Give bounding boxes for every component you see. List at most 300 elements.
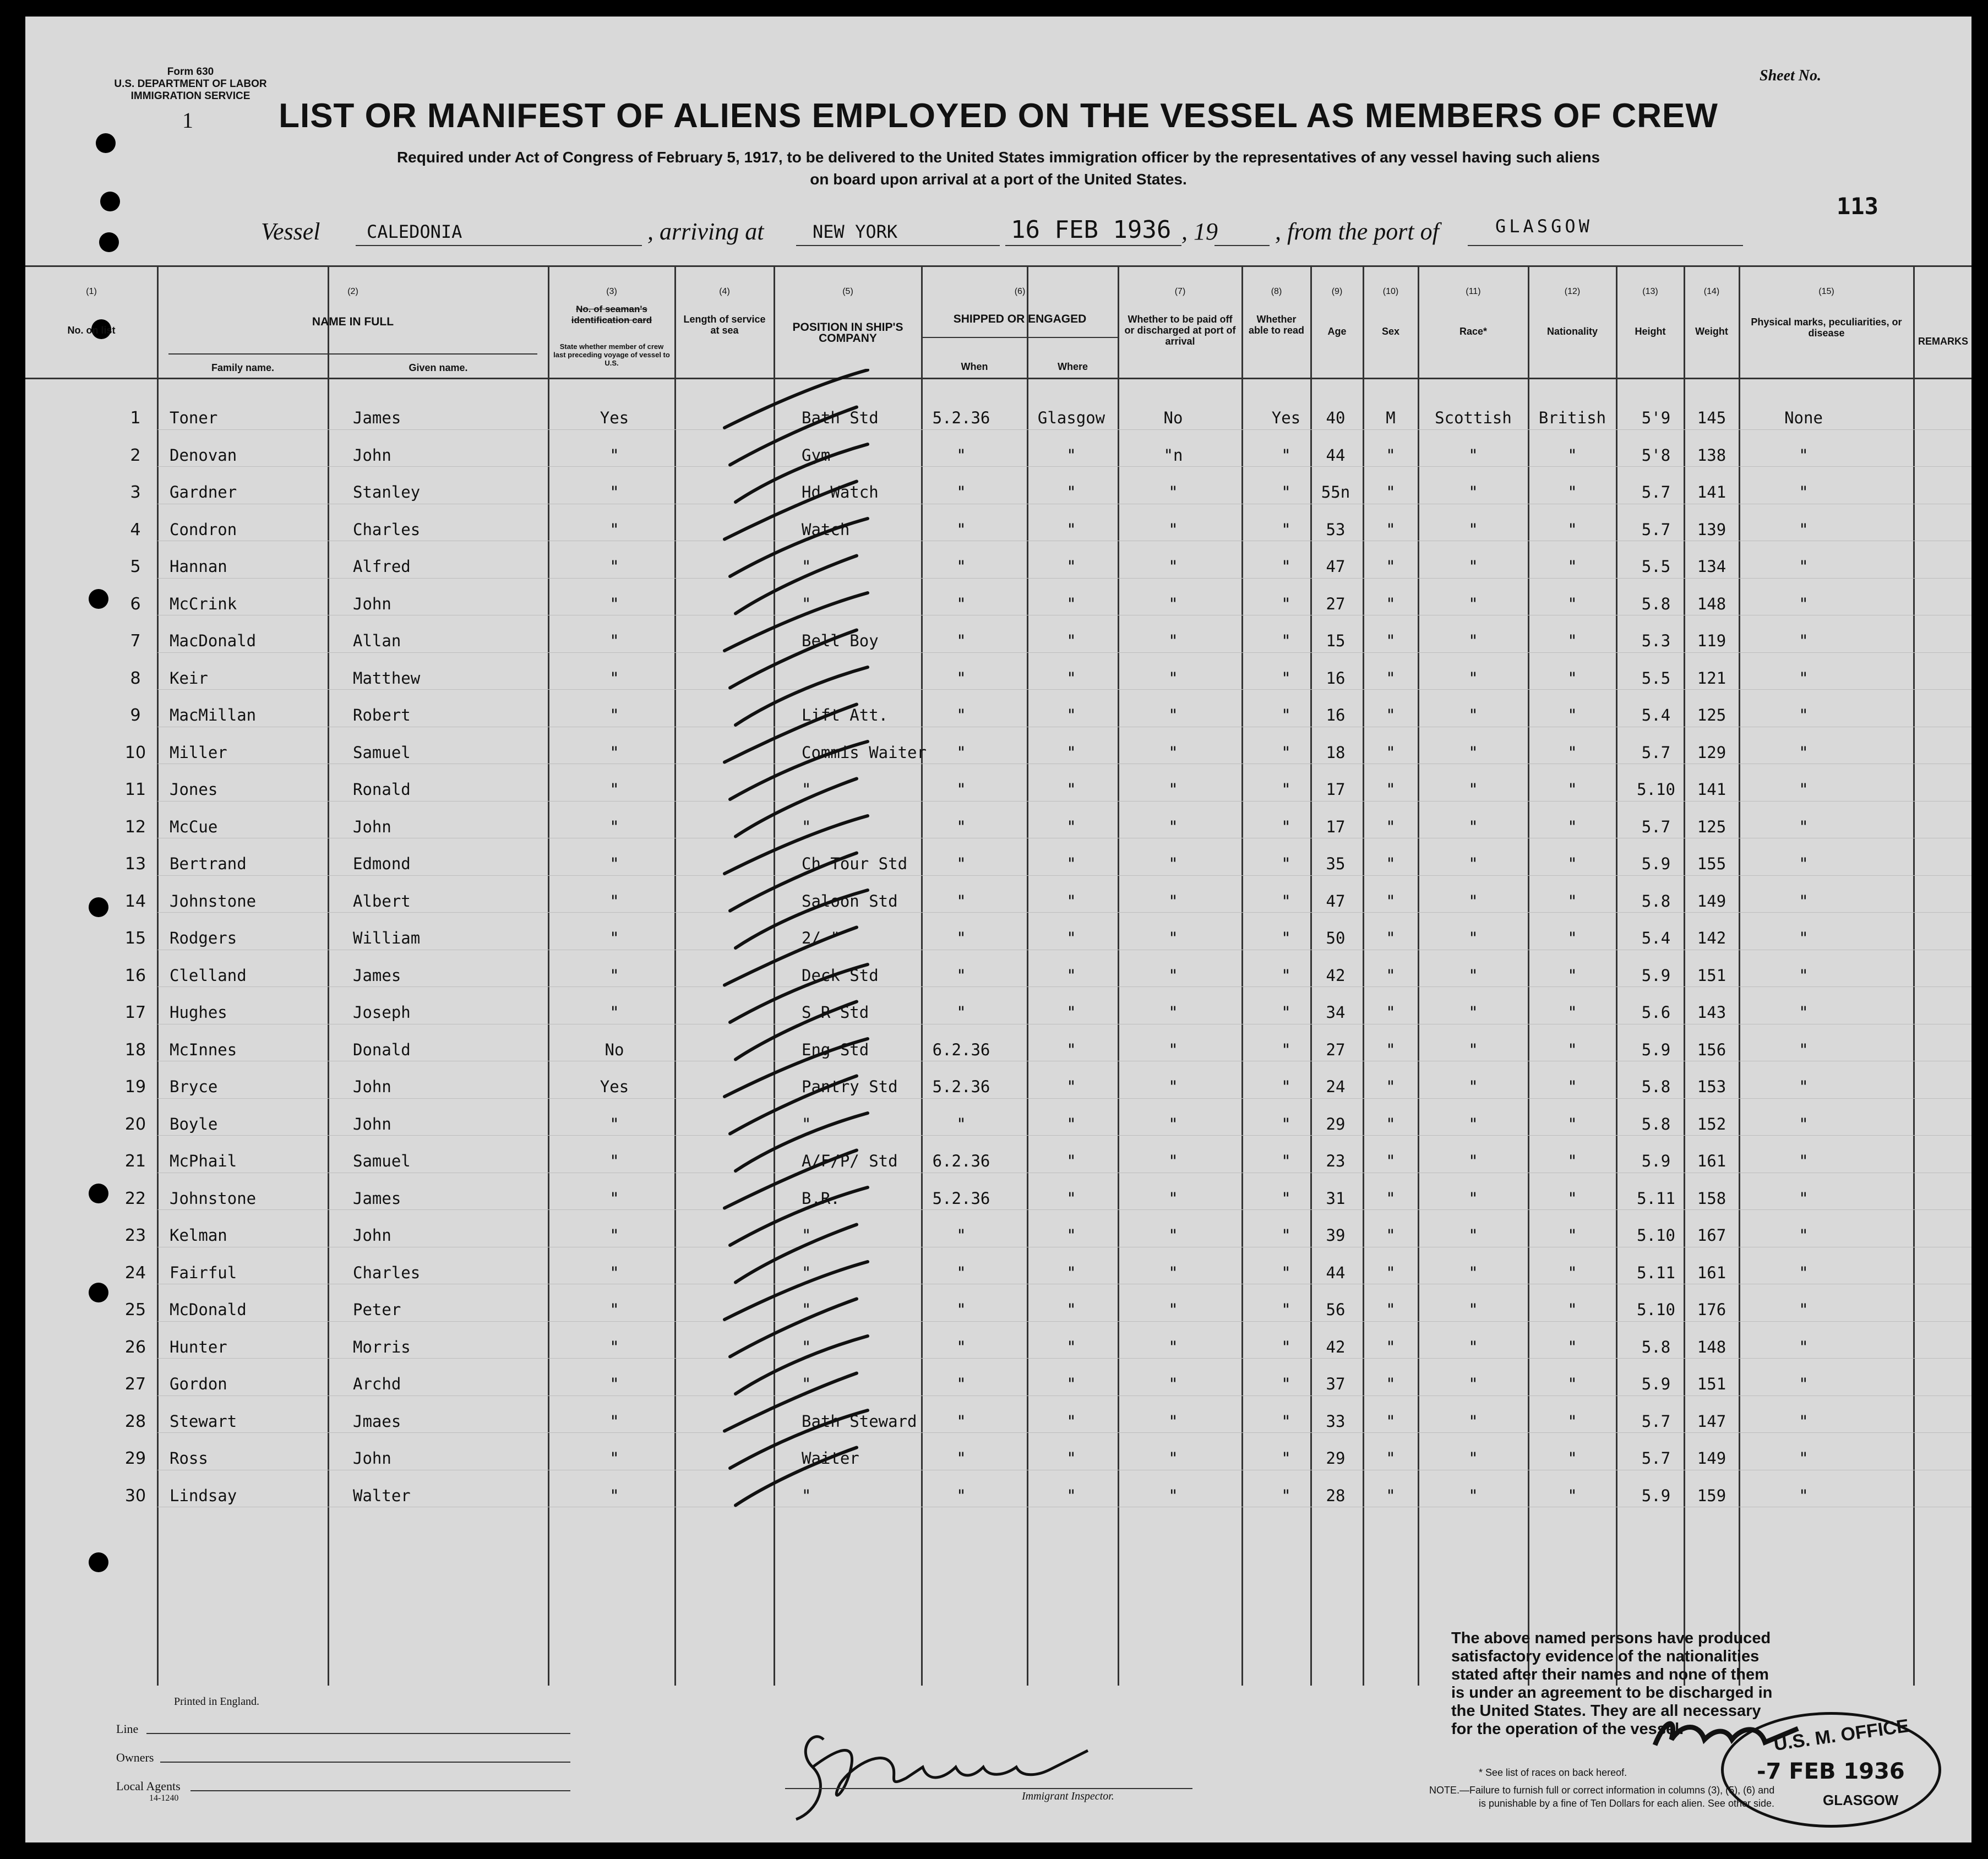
column-header-c6a: When — [961, 361, 988, 372]
cell-given: Alfred — [353, 557, 411, 576]
row-gridline — [157, 1135, 1971, 1136]
cell-given: Walter — [353, 1486, 411, 1505]
cell-family: Toner — [170, 408, 218, 427]
cell-marks: " — [1799, 520, 1809, 539]
cell-height: 5.4 — [1641, 929, 1671, 947]
cell-sex: " — [1386, 1114, 1396, 1133]
cell-pos: " — [802, 557, 811, 576]
cell-race: " — [1468, 520, 1478, 539]
cell-height: 5.7 — [1641, 483, 1671, 501]
cell-family: McPhail — [170, 1152, 237, 1170]
department-name: U.S. DEPARTMENT OF LABOR — [114, 78, 267, 90]
cell-paid: " — [1168, 1077, 1178, 1096]
cell-prev: " — [609, 1003, 619, 1022]
cell-height: 5.9 — [1641, 966, 1671, 985]
cell-when: " — [956, 1003, 966, 1022]
cell-race: " — [1468, 1263, 1478, 1282]
cell-sex: M — [1386, 408, 1396, 427]
cell-weight: 148 — [1697, 594, 1726, 613]
cell-nat: " — [1567, 1263, 1577, 1282]
cell-weight: 143 — [1697, 1003, 1726, 1022]
cell-prev: " — [609, 594, 619, 613]
cell-given: Albert — [353, 891, 411, 911]
cell-prev: " — [609, 929, 619, 947]
cell-age: 29 — [1326, 1114, 1346, 1133]
cell-given: Archd — [353, 1375, 401, 1393]
cell-paid: " — [1168, 483, 1178, 501]
cell-age: 56 — [1326, 1300, 1346, 1319]
cell-given: James — [353, 408, 401, 427]
cell-race: " — [1468, 1486, 1478, 1505]
cell-prev: " — [609, 445, 619, 465]
inspector-signature — [780, 1718, 1121, 1828]
cell-pos: " — [802, 817, 811, 836]
declaration-line: satisfactory evidence of the nationalities — [1451, 1648, 1760, 1665]
cell-sex: " — [1386, 1189, 1396, 1208]
cell-given: Charles — [353, 1263, 421, 1282]
cell-nat: " — [1567, 743, 1577, 762]
cell-family: Condron — [170, 520, 237, 539]
cell-paid: No — [1163, 408, 1183, 427]
underline — [1468, 245, 1743, 246]
cell-pos: " — [802, 594, 811, 613]
cell-where: " — [1066, 1263, 1076, 1282]
cell-age: 17 — [1326, 780, 1346, 799]
column-number-c10: (10) — [1382, 287, 1399, 296]
cell-marks: " — [1799, 1226, 1809, 1245]
cell-age: 39 — [1326, 1226, 1346, 1245]
cell-no: 24 — [124, 1263, 146, 1283]
cell-age: 44 — [1326, 445, 1346, 465]
row-gridline — [157, 1098, 1971, 1099]
cell-sex: " — [1386, 1263, 1396, 1282]
cell-marks: " — [1799, 929, 1809, 947]
column-divider — [674, 265, 676, 1686]
cell-marks: " — [1799, 557, 1809, 576]
column-header-c9: Age — [1327, 326, 1347, 337]
cell-marks: " — [1799, 1189, 1809, 1208]
cell-where: " — [1066, 1300, 1076, 1319]
cell-where: " — [1066, 1114, 1076, 1133]
cell-nat: " — [1567, 966, 1577, 985]
agents-label: Local Agents — [116, 1779, 181, 1793]
column-number-c1: (1) — [86, 287, 97, 296]
cell-paid: " — [1168, 780, 1178, 799]
cell-when: " — [956, 743, 966, 762]
cell-prev: No — [604, 1040, 624, 1059]
cell-nat: " — [1567, 520, 1577, 539]
cell-no: 17 — [124, 1003, 146, 1022]
cell-height: 5.7 — [1641, 743, 1671, 762]
cell-nat: " — [1567, 1114, 1577, 1133]
cell-paid: " — [1168, 1226, 1178, 1245]
cell-pos: " — [802, 1337, 811, 1356]
cell-nat: " — [1567, 483, 1577, 501]
cell-prev: " — [609, 557, 619, 576]
cell-no: 13 — [124, 854, 146, 874]
cell-given: Jmaes — [353, 1411, 401, 1431]
cell-nat: " — [1567, 817, 1577, 836]
cell-no: 16 — [124, 966, 146, 985]
cell-age: 17 — [1326, 817, 1346, 836]
cell-given: John — [353, 1226, 391, 1245]
cell-given: John — [353, 594, 391, 613]
cell-paid: " — [1168, 1300, 1178, 1319]
cell-pos: Bath Std — [802, 408, 879, 427]
cell-family: Kelman — [170, 1226, 227, 1245]
column-number-c14: (14) — [1703, 287, 1720, 296]
cell-given: Allan — [353, 631, 401, 650]
cell-pos: " — [802, 1226, 811, 1245]
cell-sex: " — [1386, 854, 1396, 873]
cell-pos: S R Std — [802, 1003, 869, 1022]
cell-where: " — [1066, 1337, 1076, 1356]
stamp-city: GLASGOW — [1823, 1792, 1899, 1808]
declaration-line: the United States. They are all necessary — [1451, 1702, 1761, 1720]
cell-prev: " — [609, 631, 619, 650]
cell-sex: " — [1386, 631, 1396, 650]
cell-family: MacDonald — [170, 631, 257, 650]
agents-field — [190, 1790, 570, 1791]
cell-race: " — [1468, 1375, 1478, 1393]
cell-prev: " — [609, 817, 619, 836]
cell-read: " — [1281, 891, 1291, 911]
cell-race: " — [1468, 445, 1478, 465]
cell-when: " — [956, 1411, 966, 1431]
cell-read: " — [1281, 594, 1291, 613]
cell-age: 16 — [1326, 668, 1346, 688]
cell-height: 5.10 — [1637, 780, 1675, 799]
cell-marks: " — [1799, 483, 1809, 501]
column-header-c2a: Family name. — [211, 362, 275, 373]
cell-weight: 167 — [1697, 1226, 1726, 1245]
cell-height: 5'9 — [1641, 408, 1671, 427]
arrival-date: 16 FEB 1936 — [1011, 216, 1172, 244]
punch-hole — [89, 1552, 108, 1572]
cell-race: " — [1468, 929, 1478, 947]
underline — [796, 245, 1000, 246]
inspector-label: Immigrant Inspector. — [1022, 1790, 1114, 1802]
cell-paid: " — [1168, 743, 1178, 762]
cell-read: " — [1281, 1300, 1291, 1319]
manifest-title: LIST OR MANIFEST OF ALIENS EMPLOYED ON THE VESSEL AS MEMBERS OF CREW — [279, 97, 1718, 135]
cell-sex: " — [1386, 1375, 1396, 1393]
cell-family: Bertrand — [170, 854, 247, 873]
cell-given: John — [353, 1114, 391, 1133]
column-number-c15: (15) — [1818, 287, 1834, 296]
cell-paid: " — [1168, 891, 1178, 911]
cell-family: Johnstone — [170, 891, 257, 911]
cell-family: Stewart — [170, 1411, 237, 1431]
cell-height: 5.11 — [1637, 1189, 1675, 1208]
cell-weight: 161 — [1697, 1152, 1726, 1170]
column-number-c12: (12) — [1564, 287, 1581, 296]
cell-read: Yes — [1271, 408, 1301, 427]
cell-race: " — [1468, 1300, 1478, 1319]
cell-paid: " — [1168, 557, 1178, 576]
declaration-line: stated after their names and none of them — [1451, 1666, 1769, 1683]
cell-height: 5.9 — [1641, 1486, 1671, 1505]
cell-when: 5.2.36 — [932, 408, 990, 427]
cell-nat: " — [1567, 1152, 1577, 1170]
column-header-c11: Race* — [1459, 326, 1488, 337]
cell-when: " — [956, 445, 966, 465]
cell-family: Gardner — [170, 483, 237, 501]
cell-weight: 153 — [1697, 1077, 1726, 1096]
cell-pos: 2/ " — [802, 929, 840, 947]
cell-pos: Commis Waiter — [802, 743, 927, 762]
cell-race: " — [1468, 743, 1478, 762]
cell-read: " — [1281, 1189, 1291, 1208]
cell-sex: " — [1386, 743, 1396, 762]
cell-nat: " — [1567, 1226, 1577, 1245]
cell-nat: " — [1567, 1189, 1577, 1208]
cell-age: 50 — [1326, 929, 1346, 947]
form-code: 14-1240 — [149, 1793, 179, 1803]
cell-marks: " — [1799, 445, 1809, 465]
cell-no: 29 — [124, 1449, 146, 1468]
column-number-c6: (6) — [1014, 287, 1026, 296]
owners-label: Owners — [116, 1751, 154, 1764]
row-gridline — [157, 1358, 1971, 1359]
cell-age: 28 — [1326, 1486, 1346, 1505]
cell-when: " — [956, 706, 966, 724]
cell-no: 28 — [124, 1411, 146, 1431]
cell-weight: 129 — [1697, 743, 1726, 762]
cell-weight: 149 — [1697, 891, 1726, 911]
cell-when: " — [956, 891, 966, 911]
cell-height: 5.9 — [1641, 1375, 1671, 1393]
cell-where: " — [1066, 1003, 1076, 1022]
declaration-line: is under an agreement to be discharged in — [1451, 1684, 1773, 1702]
cell-when: " — [956, 520, 966, 539]
cell-race: " — [1468, 817, 1478, 836]
cell-read: " — [1281, 780, 1291, 799]
cell-prev: " — [609, 1449, 619, 1468]
cell-marks: " — [1799, 780, 1809, 799]
declaration-line: for the operation of the vessel. — [1451, 1720, 1684, 1738]
penalty-note-1: NOTE.—Failure to furnish full or correct information in columns (3), (5), (6) and — [1429, 1785, 1775, 1796]
column-number-c8: (8) — [1271, 287, 1282, 296]
form-number: Form 630 — [167, 66, 214, 78]
cell-sex: " — [1386, 706, 1396, 724]
cell-no: 1 — [130, 408, 141, 428]
cell-nat: " — [1567, 1411, 1577, 1431]
cell-height: 5.11 — [1637, 1263, 1675, 1282]
cell-prev: " — [609, 520, 619, 539]
cell-race: " — [1468, 706, 1478, 724]
cell-sex: " — [1386, 1152, 1396, 1170]
owners-field — [160, 1762, 570, 1763]
cell-race: " — [1468, 1189, 1478, 1208]
column-number-c13: (13) — [1642, 287, 1658, 296]
cell-prev: " — [609, 854, 619, 873]
cell-paid: " — [1168, 966, 1178, 985]
cell-read: " — [1281, 966, 1291, 985]
cell-no: 30 — [124, 1486, 146, 1506]
cell-family: MacMillan — [170, 706, 257, 724]
cell-paid: "n — [1163, 445, 1183, 465]
cell-when: " — [956, 1486, 966, 1505]
cell-nat: British — [1538, 408, 1606, 427]
cell-pos: " — [802, 1263, 811, 1282]
cell-no: 3 — [130, 483, 141, 502]
cell-where: " — [1066, 631, 1076, 650]
cell-read: " — [1281, 1375, 1291, 1393]
cell-no: 21 — [124, 1152, 146, 1171]
cell-weight: 147 — [1697, 1411, 1726, 1431]
cell-pos: Deck Std — [802, 966, 879, 985]
cell-age: 37 — [1326, 1375, 1346, 1393]
cell-where: " — [1066, 706, 1076, 724]
column-divider — [1913, 265, 1915, 1686]
cell-sex: " — [1386, 780, 1396, 799]
cell-weight: 156 — [1697, 1040, 1726, 1059]
line-field — [146, 1733, 570, 1734]
row-gridline — [157, 466, 1971, 467]
cell-given: James — [353, 966, 401, 985]
service-strike-mark — [725, 928, 857, 985]
cell-marks: " — [1799, 854, 1809, 873]
service-strike-mark — [725, 593, 868, 651]
cell-family: Boyle — [170, 1114, 218, 1133]
cell-family: Keir — [170, 668, 208, 688]
cell-no: 12 — [124, 817, 146, 837]
cell-when: " — [956, 1114, 966, 1133]
cell-nat: " — [1567, 445, 1577, 465]
cell-read: " — [1281, 520, 1291, 539]
cell-weight: 148 — [1697, 1337, 1726, 1356]
cell-prev: " — [609, 1486, 619, 1505]
cell-no: 26 — [124, 1337, 146, 1357]
cell-when: " — [956, 1449, 966, 1468]
cell-paid: " — [1168, 1486, 1178, 1505]
cell-race: " — [1468, 668, 1478, 688]
column-header-c2b: Given name. — [409, 362, 468, 373]
table-top-border — [25, 265, 1971, 267]
cell-paid: " — [1168, 1040, 1178, 1059]
cell-read: " — [1281, 1411, 1291, 1431]
cell-sex: " — [1386, 1077, 1396, 1096]
cell-where: " — [1066, 668, 1076, 688]
cell-read: " — [1281, 631, 1291, 650]
cell-given: Samuel — [353, 1152, 411, 1170]
cell-pos: Bath Steward — [802, 1411, 917, 1431]
cell-where: " — [1066, 1040, 1076, 1059]
cell-height: 5.10 — [1637, 1300, 1675, 1319]
cell-marks: " — [1799, 1003, 1809, 1022]
cell-no: 11 — [124, 780, 146, 799]
cell-race: " — [1468, 1114, 1478, 1133]
table-header-border — [25, 378, 1971, 379]
header-subdivider — [328, 353, 329, 378]
cell-weight: 138 — [1697, 445, 1726, 465]
cell-age: 53 — [1326, 520, 1346, 539]
cell-race: " — [1468, 1411, 1478, 1431]
cell-race: " — [1468, 483, 1478, 501]
cell-weight: 141 — [1697, 780, 1726, 799]
cell-paid: " — [1168, 854, 1178, 873]
cell-nat: " — [1567, 1449, 1577, 1468]
cell-prev: " — [609, 668, 619, 688]
cell-age: 33 — [1326, 1411, 1346, 1431]
cell-no: 14 — [124, 891, 146, 911]
arriving-label: , arriving at — [647, 218, 764, 245]
cell-family: Gordon — [170, 1375, 227, 1393]
cell-no: 9 — [130, 706, 141, 725]
cell-prev: " — [609, 1152, 619, 1170]
cell-age: 40 — [1326, 408, 1346, 427]
cell-where: " — [1066, 891, 1076, 911]
cell-weight: 141 — [1697, 483, 1726, 501]
cell-no: 10 — [124, 743, 146, 762]
row-gridline — [157, 986, 1971, 987]
cell-when: " — [956, 966, 966, 985]
cell-pos: Pantry Std — [802, 1077, 898, 1096]
cell-when: " — [956, 631, 966, 650]
cell-read: " — [1281, 854, 1291, 873]
cell-height: 5.9 — [1641, 1040, 1671, 1059]
cell-where: " — [1066, 483, 1076, 501]
cell-family: McInnes — [170, 1040, 237, 1059]
cell-age: 15 — [1326, 631, 1346, 650]
cell-weight: 151 — [1697, 1375, 1726, 1393]
cell-height: 5.7 — [1641, 520, 1671, 539]
cell-nat: " — [1567, 668, 1577, 688]
cell-sex: " — [1386, 966, 1396, 985]
row-gridline — [157, 1321, 1971, 1322]
cell-when: " — [956, 854, 966, 873]
cell-given: Matthew — [353, 668, 421, 688]
column-header-c16: REMARKS — [1918, 336, 1969, 347]
cell-where: " — [1066, 1375, 1076, 1393]
column-header-c5: POSITION IN SHIP'S COMPANY — [792, 321, 903, 345]
cell-weight: 159 — [1697, 1486, 1726, 1505]
cell-where: " — [1066, 1411, 1076, 1431]
cell-height: 5.9 — [1641, 1152, 1671, 1170]
cell-when: 6.2.36 — [932, 1152, 990, 1170]
from-port-label: , from the port of — [1275, 218, 1439, 245]
service-strike-mark — [725, 1151, 857, 1208]
cell-nat: " — [1567, 1375, 1577, 1393]
cell-where: " — [1066, 854, 1076, 873]
manifest-subtitle: Required under Act of Congress of February 5, 1917, to be delivered to the United States immigration officer by the representatives of any vessel having such aliens — [396, 149, 1600, 166]
cell-family: Bryce — [170, 1077, 218, 1096]
departure-port: GLASGOW — [1495, 216, 1593, 237]
cell-when: " — [956, 483, 966, 501]
cell-when: " — [956, 1300, 966, 1319]
cell-race: " — [1468, 891, 1478, 911]
cell-paid: " — [1168, 1375, 1178, 1393]
cell-nat: " — [1567, 1486, 1577, 1505]
cell-height: 5.8 — [1641, 1337, 1671, 1356]
cell-where: " — [1066, 520, 1076, 539]
cell-age: 55n — [1321, 483, 1350, 501]
cell-age: 27 — [1326, 1040, 1346, 1059]
cell-when: " — [956, 1337, 966, 1356]
cell-sex: " — [1386, 817, 1396, 836]
column-header-c14: Weight — [1695, 326, 1728, 337]
cell-read: " — [1281, 929, 1291, 947]
cell-weight: 134 — [1697, 557, 1726, 576]
cell-when: 5.2.36 — [932, 1077, 990, 1096]
column-divider — [328, 265, 329, 1686]
service-strike-mark — [725, 816, 868, 874]
cell-read: " — [1281, 1486, 1291, 1505]
cell-height: 5.8 — [1641, 891, 1671, 911]
cell-family: Hughes — [170, 1003, 227, 1022]
cell-weight: 151 — [1697, 966, 1726, 985]
